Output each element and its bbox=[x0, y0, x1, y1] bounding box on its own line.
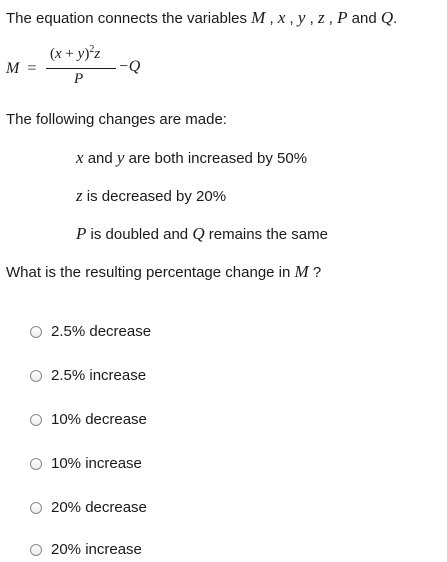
intro-and: and bbox=[347, 10, 381, 27]
denominator-p: P bbox=[74, 71, 84, 87]
intro-prefix: The equation connects the variables bbox=[6, 10, 252, 27]
numerator-z: z bbox=[94, 46, 101, 62]
var-q: Q bbox=[380, 8, 394, 27]
option-label: 20% decrease bbox=[51, 499, 147, 516]
equation-minus-q bbox=[118, 58, 140, 76]
answer-option[interactable] bbox=[30, 499, 147, 516]
intro-sep: , bbox=[305, 10, 318, 27]
intro-period: . bbox=[393, 10, 398, 27]
radio-button[interactable] bbox=[30, 502, 42, 514]
numerator-open-paren: ( bbox=[50, 46, 55, 62]
radio-button[interactable] bbox=[30, 370, 42, 382]
var-p: P bbox=[337, 8, 348, 27]
option-label: 2.5% increase bbox=[51, 367, 147, 384]
numerator-exponent: 2 bbox=[89, 44, 95, 55]
numerator-close-paren: ) bbox=[84, 46, 90, 62]
answer-option[interactable] bbox=[30, 541, 142, 558]
change-var: Q bbox=[192, 224, 205, 243]
intro-sep: , bbox=[285, 10, 298, 27]
change-text: is decreased by 20% bbox=[82, 188, 227, 205]
radio-button[interactable] bbox=[30, 458, 42, 470]
var-x: x bbox=[277, 8, 286, 27]
numerator-y: y bbox=[77, 46, 85, 62]
numerator-x: x bbox=[55, 46, 62, 62]
radio-button[interactable] bbox=[30, 544, 42, 556]
change-text: remains the same bbox=[204, 226, 328, 243]
option-label: 20% increase bbox=[51, 541, 142, 558]
change-item bbox=[76, 148, 307, 168]
equation-equals: = bbox=[27, 60, 37, 77]
change-var: P bbox=[76, 224, 87, 243]
equation-q: −Q bbox=[118, 58, 141, 75]
change-var: z bbox=[76, 186, 83, 205]
changes-intro: The following changes are made: bbox=[6, 111, 227, 128]
answer-option[interactable] bbox=[30, 411, 147, 428]
fraction-bar bbox=[46, 68, 116, 69]
option-label: 10% increase bbox=[51, 455, 142, 472]
answer-option[interactable] bbox=[30, 323, 151, 340]
question-prefix: What is the resulting percentage change in bbox=[6, 264, 295, 281]
equation-numerator bbox=[50, 44, 100, 63]
intro-sep: , bbox=[324, 10, 338, 27]
numerator-plus: + bbox=[61, 46, 78, 62]
var-z: z bbox=[317, 8, 325, 27]
radio-button[interactable] bbox=[30, 326, 42, 338]
change-text: and bbox=[83, 150, 117, 167]
equation-m: M bbox=[6, 60, 20, 77]
equation-lhs bbox=[6, 60, 36, 78]
intro-text bbox=[6, 8, 397, 28]
change-var: y bbox=[116, 148, 125, 167]
answer-option[interactable] bbox=[30, 455, 142, 472]
var-m: M bbox=[251, 8, 266, 27]
change-item bbox=[76, 186, 226, 206]
equation-denominator bbox=[74, 70, 83, 88]
option-label: 2.5% decrease bbox=[51, 323, 152, 340]
question-var: M bbox=[294, 262, 309, 281]
radio-button[interactable] bbox=[30, 414, 42, 426]
change-text: are both increased by 50% bbox=[124, 150, 308, 167]
change-item bbox=[76, 224, 328, 244]
intro-sep: , bbox=[265, 10, 278, 27]
var-y: y bbox=[297, 8, 306, 27]
question-suffix: ? bbox=[308, 264, 322, 281]
question-text bbox=[6, 262, 321, 282]
answer-option[interactable] bbox=[30, 367, 146, 384]
change-var: x bbox=[76, 148, 84, 167]
change-text: is doubled and bbox=[86, 226, 193, 243]
option-label: 10% decrease bbox=[51, 411, 147, 428]
